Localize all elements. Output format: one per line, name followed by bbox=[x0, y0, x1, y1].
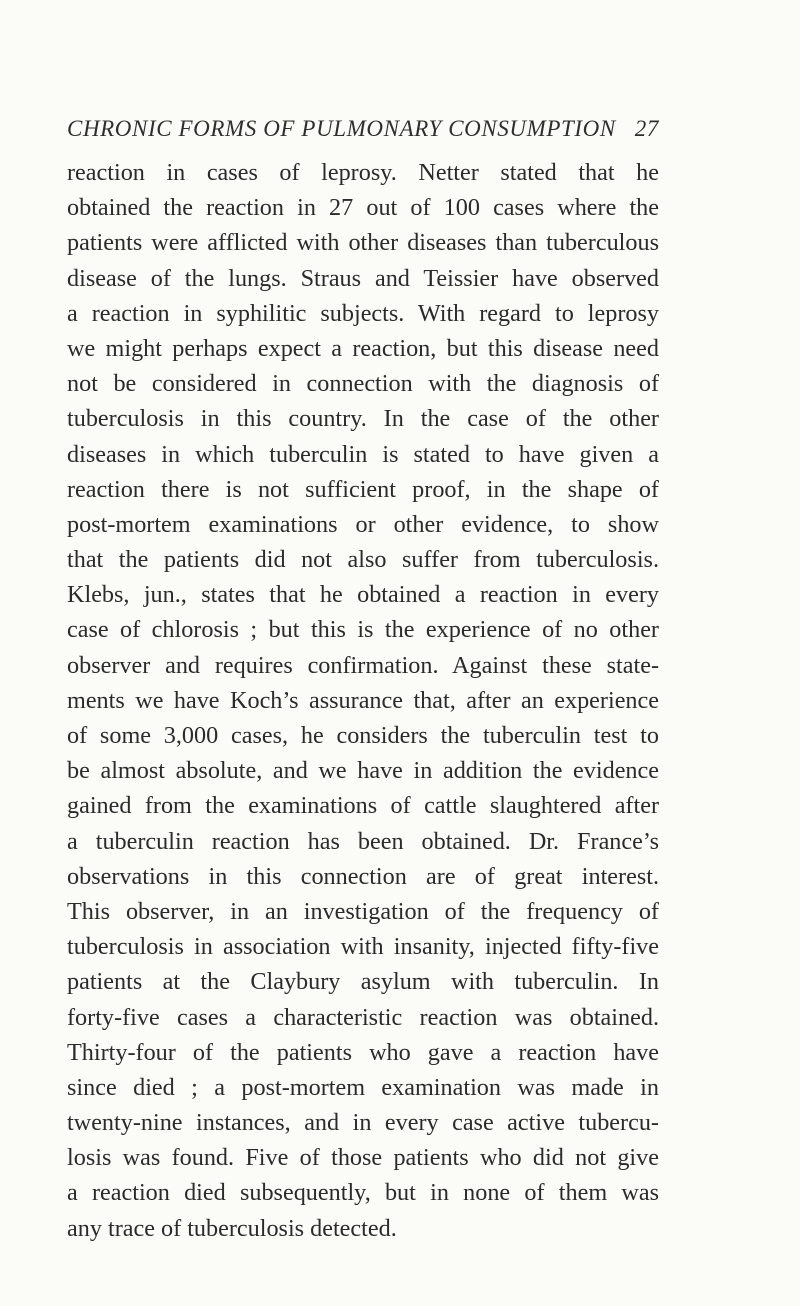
text-line: not be considered in connection with the diagnosis of bbox=[67, 370, 659, 398]
text-line: observer and requires confirmation. Against these state- bbox=[67, 651, 659, 679]
text-line: diseases in which tuberculin is stated to have given a bbox=[67, 440, 659, 468]
text-line: reaction there is not sufficient proof, in the shape of bbox=[67, 475, 659, 503]
text-line: twenty-nine instances, and in every case active tubercu- bbox=[67, 1109, 659, 1137]
text-line: post-mortem examinations or other evidence, to show bbox=[67, 510, 659, 538]
text-line: we might perhaps expect a reaction, but this disease need bbox=[67, 334, 659, 362]
text-line: since died ; a post-mortem examination was made in bbox=[67, 1073, 659, 1101]
text-line: a reaction died subsequently, but in none of them was bbox=[67, 1179, 659, 1207]
page-number: 27 bbox=[634, 116, 659, 141]
text-line: patients at the Claybury asylum with tuberculin. In bbox=[67, 968, 659, 996]
text-line: that the patients did not also suffer from tuberculosis. bbox=[67, 546, 659, 574]
body-paragraph bbox=[67, 155, 659, 1246]
text-line: losis was found. Five of those patients who did not give bbox=[67, 1144, 659, 1172]
text-line: forty-five cases a characteristic reaction was obtained. bbox=[67, 1003, 659, 1031]
text-line: tuberculosis in this country. In the case of the other bbox=[67, 405, 659, 433]
text-line: disease of the lungs. Straus and Teissier have observed bbox=[67, 264, 659, 292]
text-line: ments we have Koch’s assurance that, after an experience bbox=[67, 686, 659, 714]
text-line: a tuberculin reaction has been obtained. Dr. France’s bbox=[67, 827, 659, 855]
text-line: gained from the examinations of cattle slaughtered after bbox=[67, 792, 659, 820]
text-line: Thirty-four of the patients who gave a reaction have bbox=[67, 1038, 659, 1066]
text-line: be almost absolute, and we have in addition the evidence bbox=[67, 757, 659, 785]
text-line: any trace of tuberculosis detected. bbox=[67, 1214, 397, 1242]
text-line: This observer, in an investigation of the frequency of bbox=[67, 897, 659, 925]
text-line: tuberculosis in association with insanity, injected fifty-five bbox=[67, 933, 659, 961]
text-line: observations in this connection are of great interest. bbox=[67, 862, 659, 890]
running-head bbox=[67, 116, 659, 146]
text-line: patients were afflicted with other diseases than tuberculous bbox=[67, 229, 659, 257]
text-line: a reaction in syphilitic subjects. With regard to leprosy bbox=[67, 299, 659, 327]
running-head-title: CHRONIC FORMS OF PULMONARY CONSUMPTION bbox=[67, 116, 616, 141]
text-line: reaction in cases of leprosy. Netter stated that he bbox=[67, 159, 659, 186]
text-line: obtained the reaction in 27 out of 100 cases where the bbox=[67, 194, 659, 222]
text-line: case of chlorosis ; but this is the experience of no other bbox=[67, 616, 659, 644]
text-line: Klebs, jun., states that he obtained a reaction in every bbox=[67, 581, 659, 609]
text-line: of some 3,000 cases, he considers the tuberculin test to bbox=[67, 722, 659, 749]
